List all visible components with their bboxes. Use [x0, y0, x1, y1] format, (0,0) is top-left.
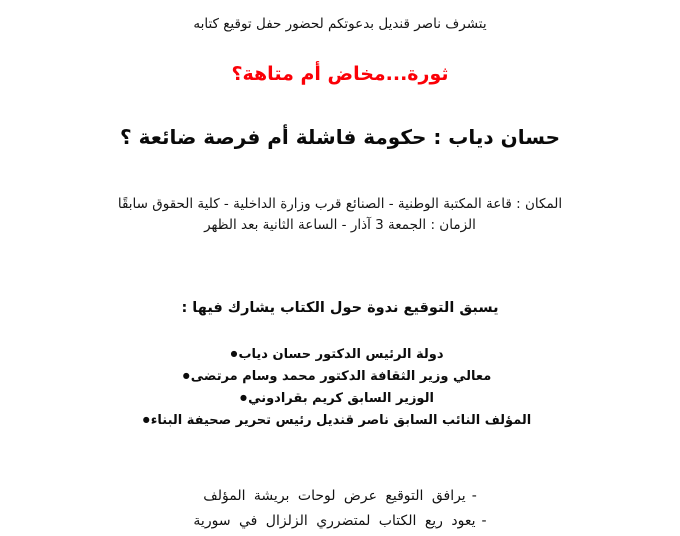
book-subtitle: حسان دياب : حكومة فاشلة أم فرصة ضائعة ؟	[120, 125, 560, 149]
note-item	[0, 484, 680, 509]
participant-name: دولة الرئيس الدكتور حسان دياب	[238, 347, 444, 362]
invitation-line: يتشرف ناصر قنديل بدعوتكم لحضور حفل توقيع كتابه	[193, 16, 487, 32]
event-time: الزمان : الجمعة 3 آذار - الساعة الثانية بعد الظهر	[204, 217, 476, 233]
note-text: يرافق التوقيع عرض لوحات بريشة المؤلف	[203, 488, 466, 504]
participant-name: الوزير السابق كريم بقرادوني	[248, 391, 434, 406]
list-item	[0, 410, 680, 432]
list-item	[0, 344, 680, 366]
bullet-icon	[142, 410, 151, 432]
note-text: يعود ريع الكتاب لمتضرري الزلزال في سورية	[193, 513, 476, 529]
book-title: ثورة...مخاض أم متاهة؟	[231, 63, 449, 85]
note-item	[0, 509, 680, 534]
event-details	[0, 194, 680, 236]
notes-list	[0, 484, 680, 534]
bullet-icon	[239, 388, 248, 410]
bullet-icon	[229, 344, 238, 366]
list-item	[0, 366, 680, 388]
seminar-intro: يسبق التوقيع ندوة حول الكتاب يشارك فيها :	[181, 300, 499, 316]
participant-name: معالي وزير الثقافة الدكتور محمد وسام مرتضى	[190, 369, 492, 384]
participants-list	[0, 344, 680, 432]
participant-name: المؤلف النائب السابق ناصر قنديل رئيس تحرير صحيفة البناء	[150, 413, 532, 428]
bullet-icon	[182, 366, 191, 388]
event-place: المكان : قاعة المكتبة الوطنية - الصنائع قرب وزارة الداخلية - كلية الحقوق سابقًا	[117, 196, 563, 212]
dash-marker: -	[481, 513, 487, 529]
dash-marker: -	[471, 488, 477, 504]
list-item	[0, 388, 680, 410]
